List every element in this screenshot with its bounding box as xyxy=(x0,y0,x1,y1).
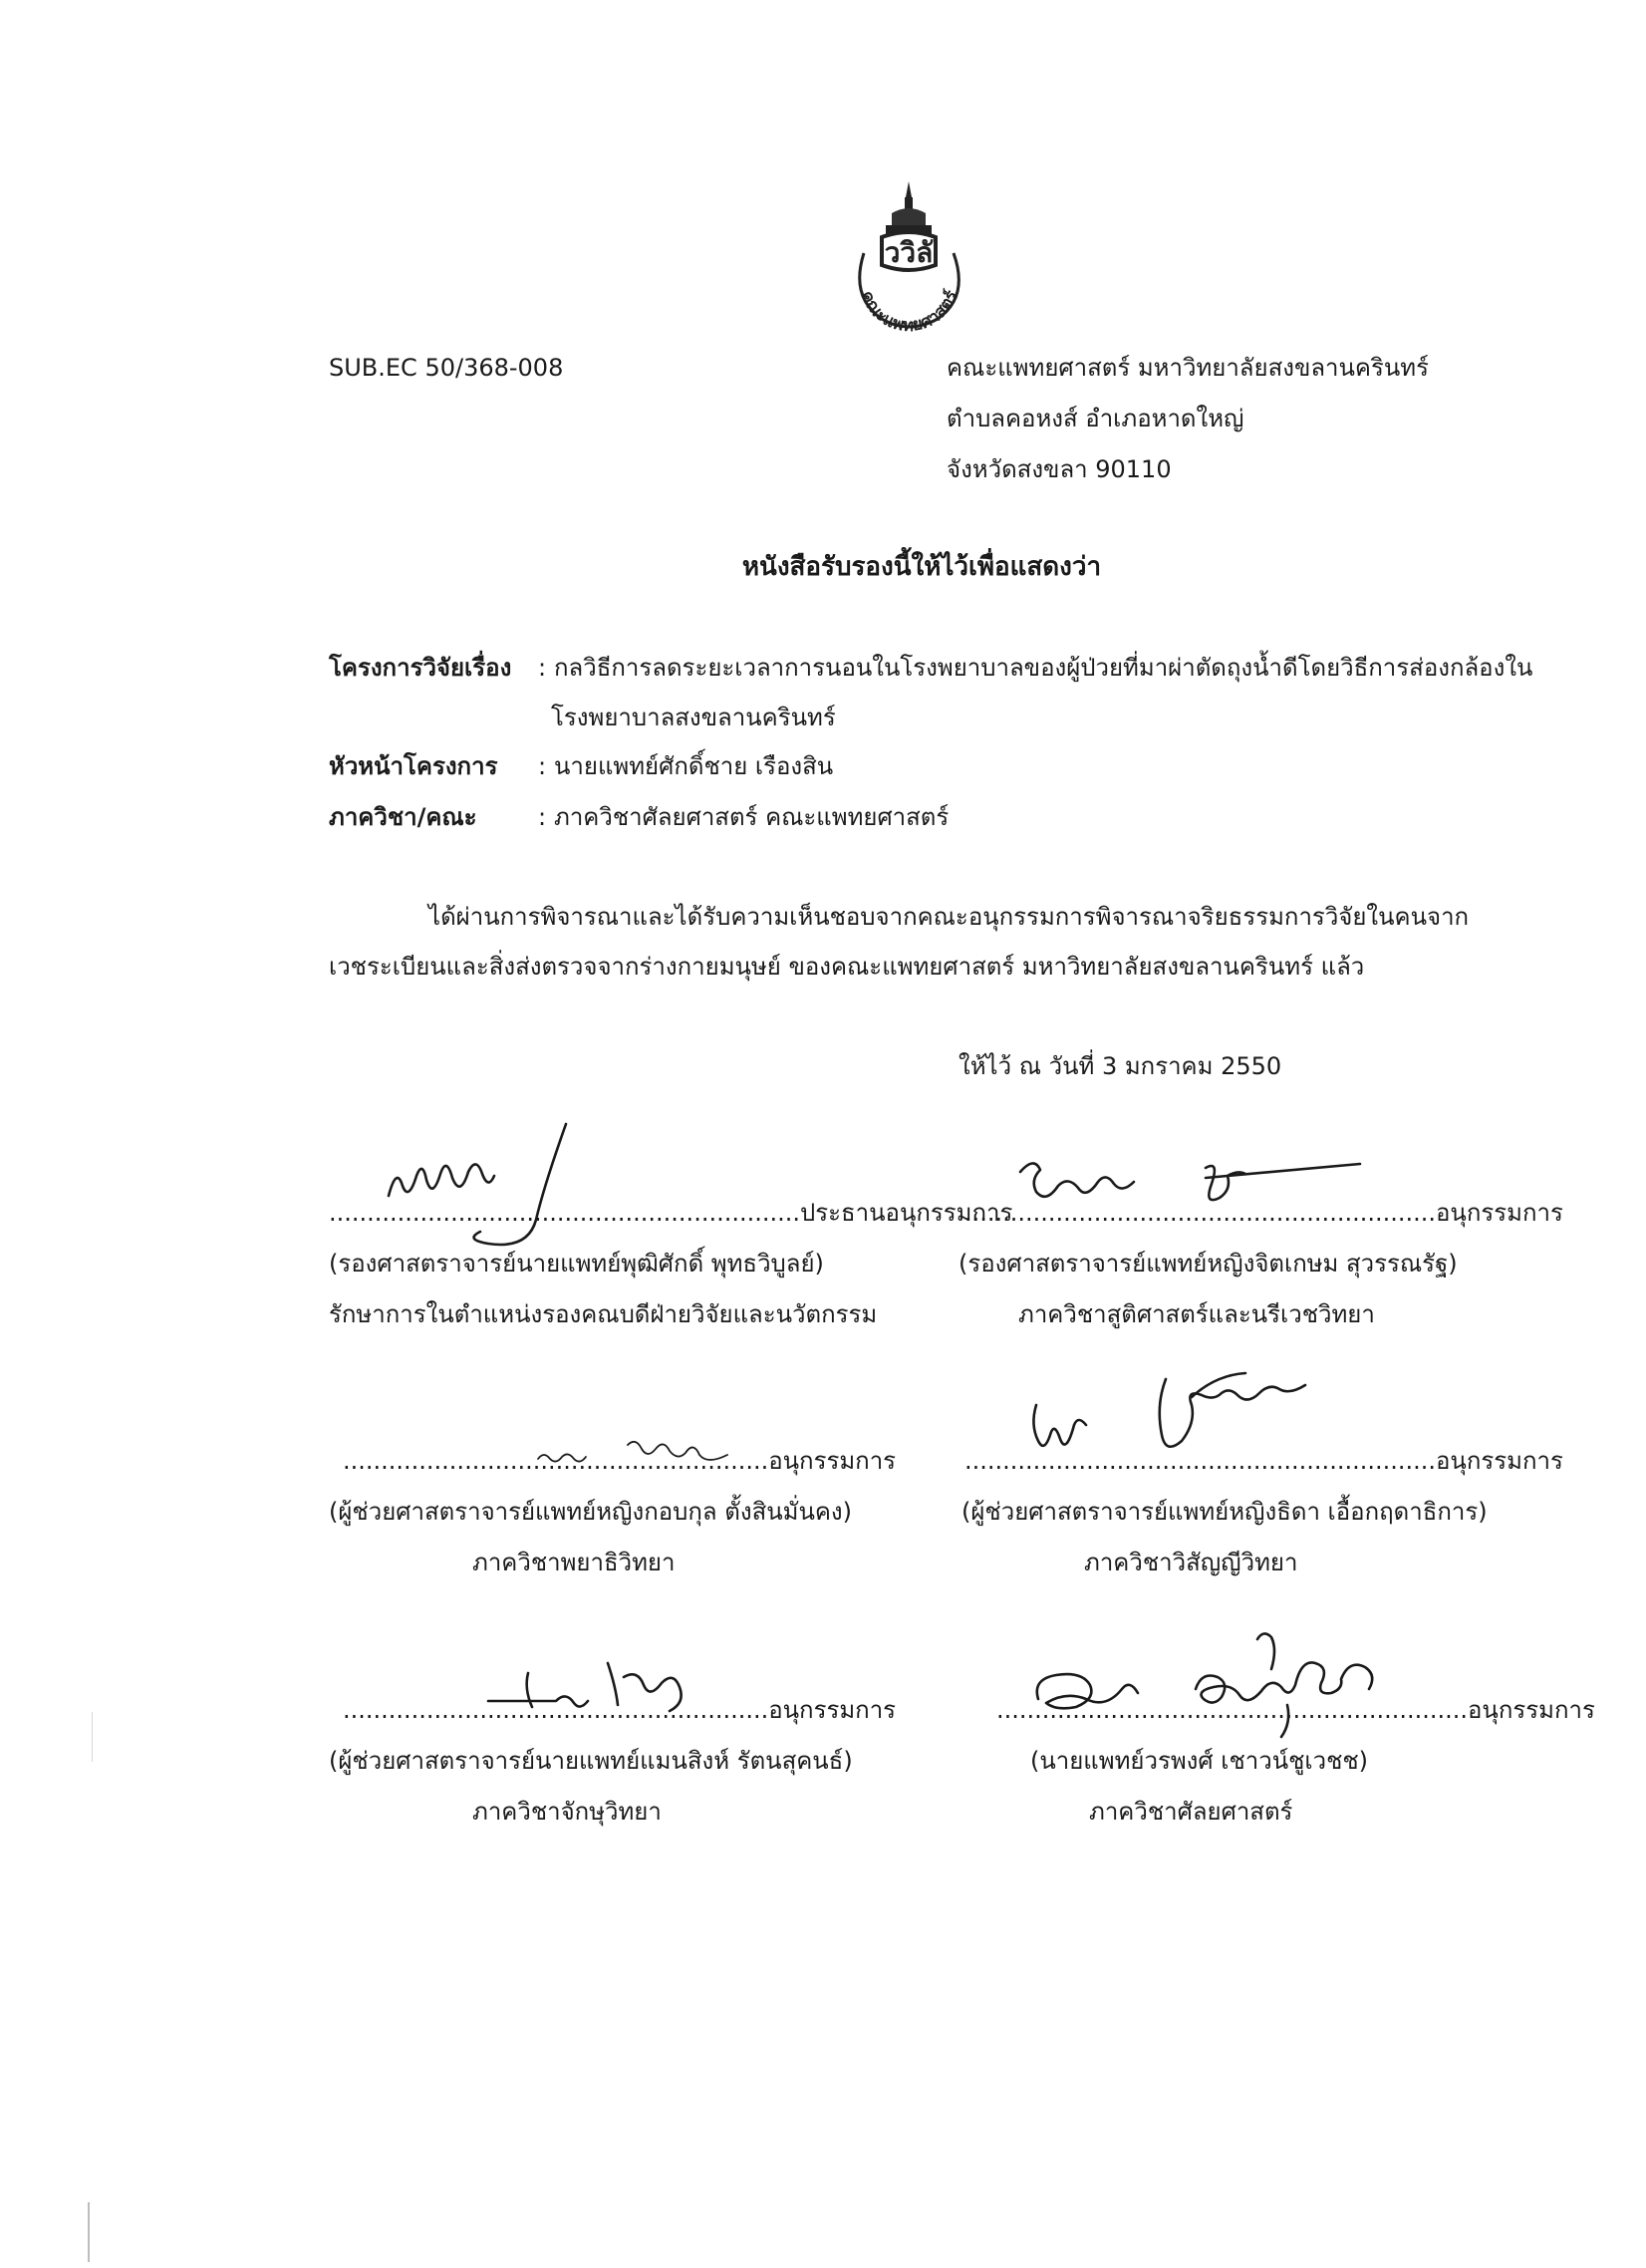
body-line-1: ได้ผ่านการพิจารณาและได้รับความเห็นชอบจากคณะอนุกรรมการพิจารณาจริยธรรมการวิจัยในคนจาก xyxy=(428,903,1470,931)
address-line-3: จังหวัดสงขลา 90110 xyxy=(947,455,1172,483)
signatory-department: รักษาการในตำแหน่งรองคณบดีฝ่ายวิจัยและนวัตกรรม xyxy=(329,1300,878,1328)
signature-1 xyxy=(369,1116,588,1256)
signatory-role: อนุกรรมการ xyxy=(1468,1696,1595,1724)
field-sep: : xyxy=(538,803,547,831)
field-value-department: ภาควิชาศัลยศาสตร์ คณะแพทยศาสตร์ xyxy=(554,803,950,831)
signature-dots: .............................................................. xyxy=(964,1199,1436,1227)
signatory-name: (รองศาสตราจารย์แพทย์หญิงจิตเกษม สุวรรณรัฐ) xyxy=(959,1250,1458,1277)
field-value-leader: นายแพทย์ศักดิ์ชาย เรืองสิน xyxy=(554,752,834,780)
issue-date: ให้ไว้ ณ วันที่ 3 มกราคม 2550 xyxy=(959,1052,1282,1080)
field-label-project: โครงการวิจัยเรื่อง xyxy=(329,654,512,682)
field-label-department: ภาควิชา/คณะ xyxy=(329,803,477,831)
address-line-1: คณะแพทยศาสตร์ มหาวิทยาลัยสงขลานครินทร์ xyxy=(947,354,1429,382)
signatory-name: (นายแพทย์วรพงศ์ เชาวน์ชูเวชช) xyxy=(1030,1747,1369,1775)
field-value-project-cont: โรงพยาบาลสงขลานครินทร์ xyxy=(551,704,836,731)
signature-dots: .............................................................. xyxy=(996,1696,1468,1724)
field-sep: : xyxy=(538,654,547,682)
signatory-name: (ผู้ช่วยศาสตราจารย์นายแพทย์แมนสิงห์ รัตนสุคนธ์) xyxy=(329,1747,853,1775)
scan-edge-mark xyxy=(92,1712,93,1762)
signatory-department: ภาควิชาจักษุวิทยา xyxy=(472,1798,662,1826)
signature-6 xyxy=(1026,1619,1425,1749)
signatory-department: ภาควิชาวิสัญญีวิทยา xyxy=(1084,1549,1298,1576)
svg-text:ววิลั: ววิลั xyxy=(884,236,934,269)
signatory-department: ภาควิชาศัลยศาสตร์ xyxy=(1089,1798,1293,1826)
field-value-project: กลวิธีการลดระยะเวลาการนอนในโรงพยาบาลของผู้ป่วยที่มาผ่าตัดถุงน้ำดีโดยวิธีการส่องกล้องใน xyxy=(554,654,1533,682)
signatory-department: ภาควิชาสูติศาสตร์และนรีเวชวิทยา xyxy=(1018,1300,1375,1328)
signatory-name: (ผู้ช่วยศาสตราจารย์แพทย์หญิงธิดา เอื้อกฤดาธิการ) xyxy=(961,1498,1488,1526)
signature-2 xyxy=(1006,1146,1365,1226)
signatory-role: อนุกรรมการ xyxy=(768,1696,897,1724)
signatory-role: อนุกรรมการ xyxy=(1436,1199,1563,1227)
signature-5 xyxy=(448,1639,697,1729)
signatory-role: อนุกรรมการ xyxy=(1436,1447,1563,1475)
signatory-name: (ผู้ช่วยศาสตราจารย์แพทย์หญิงกอบกุล ตั้งสินมั่นคง) xyxy=(329,1498,852,1526)
address-line-2: ตำบลคอหงส์ อำเภอหาดใหญ่ xyxy=(947,405,1244,432)
signatory-department: ภาควิชาพยาธิวิทยา xyxy=(472,1549,676,1576)
body-line-2: เวชระเบียนและสิ่งส่งตรวจจากร่างกายมนุษย์ ของคณะแพทยศาสตร์ มหาวิทยาลัยสงขลานครินทร์ แล้ว xyxy=(329,953,1365,981)
reference-number: SUB.EC 50/368-008 xyxy=(329,354,564,382)
signature-dots: ........................................................ xyxy=(343,1696,769,1724)
certificate-heading: หนังสือรับรองนี้ให้ไว้เพื่อแสดงว่า xyxy=(741,552,1102,582)
signatory-role: ประธานอนุกรรมการ xyxy=(800,1199,1013,1227)
field-label-leader: หัวหน้าโครงการ xyxy=(329,752,498,780)
seal-text: คณะแพทยศาสตร์ xyxy=(856,287,962,337)
signature-3 xyxy=(528,1425,767,1475)
signatory-name: (รองศาสตราจารย์นายแพทย์พุฒิศักดิ์ พุทธวิบูลย์) xyxy=(329,1250,824,1277)
svg-text:คณะแพทยศาสตร์ xyxy=(857,286,963,336)
faculty-seal-logo xyxy=(842,179,976,344)
signature-dots: .............................................................. xyxy=(329,1199,800,1227)
signatory-role: อนุกรรมการ xyxy=(768,1447,897,1475)
scan-edge-mark xyxy=(88,2202,90,2262)
signature-dots: ........................................................ xyxy=(343,1447,769,1475)
field-sep: : xyxy=(538,752,547,780)
signature-dots: .............................................................. xyxy=(964,1447,1436,1475)
signature-4 xyxy=(1016,1365,1335,1475)
